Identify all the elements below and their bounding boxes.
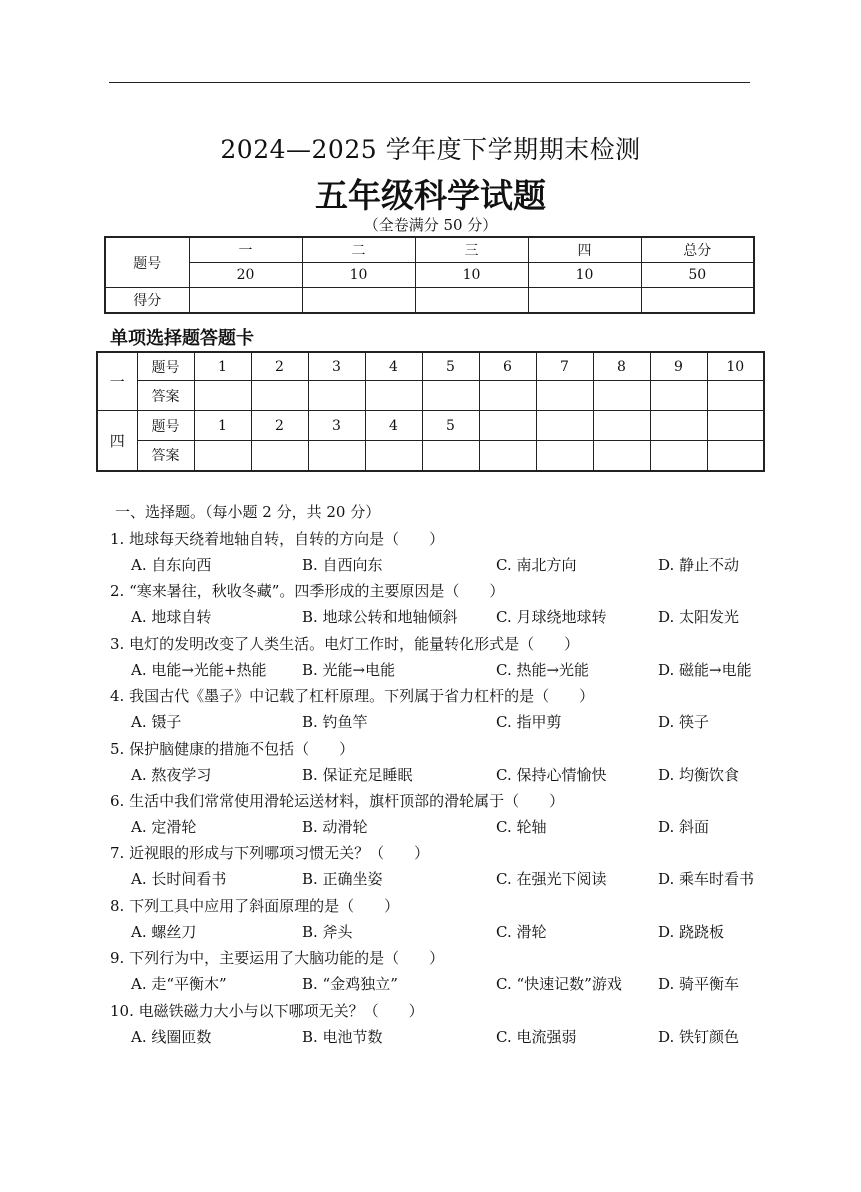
answer-cell[interactable] bbox=[422, 441, 479, 471]
blank-cell bbox=[479, 411, 536, 441]
answer-card-answer-label: 答案 bbox=[137, 381, 194, 411]
score-table-title-label: 题号 bbox=[105, 237, 189, 288]
answer-cell[interactable] bbox=[194, 441, 251, 471]
answer-cell[interactable] bbox=[251, 441, 308, 471]
question-number: 4 bbox=[365, 411, 422, 441]
answer-option: D. 磁能→电能 bbox=[658, 660, 752, 679]
answer-option: A. 线圈匝数 bbox=[131, 1027, 212, 1046]
answer-option: D. 均衡饮食 bbox=[658, 765, 740, 784]
answer-option: C. 滑轮 bbox=[496, 922, 547, 941]
question-text: 8. 下列工具中应用了斜面原理的是（ ） bbox=[110, 896, 400, 915]
blank-cell bbox=[536, 411, 593, 441]
score-cell[interactable] bbox=[415, 288, 528, 314]
section-heading: 一、选择题。（每小题 2 分，共 20 分） bbox=[115, 503, 381, 521]
question-number: 2 bbox=[251, 352, 308, 381]
exam-title: 2024—2025 学年度下学期期末检测 bbox=[220, 135, 641, 164]
score-table-section: 总分 bbox=[641, 237, 754, 263]
blank-cell bbox=[593, 411, 650, 441]
answer-option: B. 电池节数 bbox=[302, 1027, 383, 1046]
score-table-section: 二 bbox=[302, 237, 415, 263]
question-text: 3. 电灯的发明改变了人类生活。电灯工作时，能量转化形式是（ ） bbox=[110, 634, 580, 653]
answer-option: D. 筷子 bbox=[658, 713, 710, 732]
score-cell[interactable] bbox=[189, 288, 302, 314]
blank-cell bbox=[707, 441, 764, 471]
answer-card-answer-label: 答案 bbox=[137, 441, 194, 471]
answer-option: B. 地球公转和地轴倾斜 bbox=[302, 608, 458, 627]
answer-option: C. 在强光下阅读 bbox=[496, 870, 607, 889]
score-table-score-label: 得分 bbox=[105, 288, 189, 314]
question-text: 9. 下列行为中，主要运用了大脑功能的是（ ） bbox=[110, 949, 445, 968]
score-table bbox=[104, 236, 755, 314]
blank-cell bbox=[479, 441, 536, 471]
score-table-points: 50 bbox=[641, 263, 754, 288]
question-number: 9 bbox=[650, 352, 707, 381]
answer-cell[interactable] bbox=[251, 381, 308, 411]
answer-option: D. 斜面 bbox=[658, 818, 710, 836]
score-table-section: 四 bbox=[528, 237, 641, 263]
answer-option: C. 指甲剪 bbox=[496, 713, 562, 732]
question-text: 1. 地球每天绕着地轴自转，自转的方向是（ ） bbox=[110, 530, 445, 548]
score-table-points: 10 bbox=[415, 263, 528, 288]
blank-cell bbox=[536, 441, 593, 471]
question-number: 7 bbox=[536, 352, 593, 381]
question-text: 6. 生活中我们常常使用滑轮运送材料，旗杆顶部的滑轮属于（ ） bbox=[110, 792, 565, 810]
question-number: 3 bbox=[308, 411, 365, 441]
question-number: 3 bbox=[308, 352, 365, 381]
answer-option: C. 电流强弱 bbox=[496, 1027, 577, 1046]
answer-option: C. 保持心情愉快 bbox=[496, 765, 607, 784]
question-text: 7. 近视眼的形成与下列哪项习惯无关？（ ） bbox=[110, 844, 430, 863]
answer-option: C. 轮轴 bbox=[496, 818, 547, 836]
answer-card-section-label: 四 bbox=[97, 411, 137, 471]
score-table-points: 20 bbox=[189, 263, 302, 288]
answer-cell[interactable] bbox=[308, 441, 365, 471]
answer-option: A. 自东向西 bbox=[131, 556, 212, 574]
answer-cell[interactable] bbox=[422, 381, 479, 411]
answer-cell[interactable] bbox=[194, 381, 251, 411]
answer-option: D. 太阳发光 bbox=[658, 608, 740, 627]
question-text: 5. 保护脑健康的措施不包括（ ） bbox=[110, 739, 355, 758]
question-number: 2 bbox=[251, 411, 308, 441]
score-table-points: 10 bbox=[302, 263, 415, 288]
full-score-note: （全卷满分 50 分） bbox=[363, 216, 498, 234]
answer-option: B. 自西向东 bbox=[302, 556, 383, 574]
answer-cell[interactable] bbox=[536, 381, 593, 411]
score-table-section: 一 bbox=[189, 237, 302, 263]
answer-cell[interactable] bbox=[707, 381, 764, 411]
answer-option: B. 斧头 bbox=[302, 922, 353, 941]
answer-option: B. 动滑轮 bbox=[302, 818, 368, 836]
answer-cell[interactable] bbox=[365, 381, 422, 411]
question-text: 4. 我国古代《墨子》中记载了杠杆原理。下列属于省力杠杆的是（ ） bbox=[110, 687, 595, 706]
answer-option: B. 保证充足睡眠 bbox=[302, 765, 413, 784]
answer-option: A. 电能→光能+热能 bbox=[131, 660, 267, 679]
answer-cell[interactable] bbox=[308, 381, 365, 411]
score-table-section: 三 bbox=[415, 237, 528, 263]
answer-card-table bbox=[96, 351, 765, 472]
answer-option: C. “快速记数”游戏 bbox=[496, 975, 622, 994]
question-number: 4 bbox=[365, 352, 422, 381]
question-number: 8 bbox=[593, 352, 650, 381]
question-number: 6 bbox=[479, 352, 536, 381]
question-number: 1 bbox=[194, 352, 251, 381]
answer-option: B. 光能→电能 bbox=[302, 660, 396, 679]
answer-option: D. 乘车时看书 bbox=[658, 870, 755, 889]
answer-option: A. 螺丝刀 bbox=[131, 922, 197, 941]
answer-cell[interactable] bbox=[479, 381, 536, 411]
answer-option: B. 正确坐姿 bbox=[302, 870, 383, 889]
blank-cell bbox=[707, 411, 764, 441]
answer-option: D. 跷跷板 bbox=[658, 922, 725, 941]
answer-card-section-label: 一 bbox=[97, 352, 137, 411]
answer-cell[interactable] bbox=[593, 381, 650, 411]
answer-option: C. 南北方向 bbox=[496, 556, 577, 574]
answer-option: B. “金鸡独立” bbox=[302, 975, 398, 994]
answer-option: C. 热能→光能 bbox=[496, 660, 590, 679]
answer-option: A. 地球自转 bbox=[131, 608, 212, 627]
score-cell[interactable] bbox=[528, 288, 641, 314]
answer-card-title: 单项选择题答题卡 bbox=[110, 328, 254, 349]
question-number: 1 bbox=[194, 411, 251, 441]
answer-option: A. 熬夜学习 bbox=[131, 765, 212, 784]
answer-option: D. 静止不动 bbox=[658, 556, 740, 574]
answer-option: C. 月球绕地球转 bbox=[496, 608, 607, 627]
question-number: 10 bbox=[707, 352, 764, 381]
answer-cell[interactable] bbox=[365, 441, 422, 471]
question-number: 5 bbox=[422, 411, 479, 441]
question-text: 2. “寒来暑往，秋收冬藏”。四季形成的主要原因是（ ） bbox=[110, 582, 505, 601]
page-title: 五年级科学试题 bbox=[315, 176, 546, 215]
answer-option: A. 定滑轮 bbox=[131, 818, 197, 836]
score-cell[interactable] bbox=[302, 288, 415, 314]
answer-option: A. 走“平衡木” bbox=[131, 975, 227, 994]
answer-option: D. 骑平衡车 bbox=[658, 975, 740, 994]
header-rule bbox=[109, 82, 750, 83]
blank-cell bbox=[650, 411, 707, 441]
answer-card-number-label: 题号 bbox=[137, 411, 194, 441]
answer-option: A. 镊子 bbox=[131, 713, 182, 732]
score-table-points: 10 bbox=[528, 263, 641, 288]
answer-card-number-label: 题号 bbox=[137, 352, 194, 381]
score-cell[interactable] bbox=[641, 288, 754, 314]
blank-cell bbox=[593, 441, 650, 471]
answer-option: B. 钓鱼竿 bbox=[302, 713, 368, 732]
answer-option: D. 铁钉颜色 bbox=[658, 1027, 740, 1046]
blank-cell bbox=[650, 441, 707, 471]
answer-cell[interactable] bbox=[650, 381, 707, 411]
answer-option: A. 长时间看书 bbox=[131, 870, 227, 889]
question-number: 5 bbox=[422, 352, 479, 381]
question-text: 10. 电磁铁磁力大小与以下哪项无关？（ ） bbox=[110, 1001, 424, 1020]
